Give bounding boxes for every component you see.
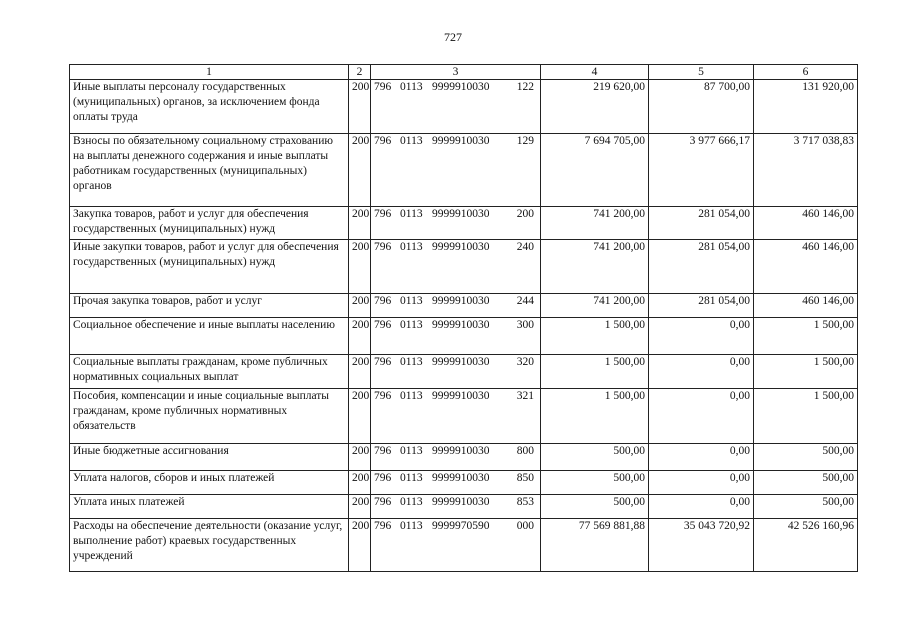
row-code: 200 bbox=[349, 355, 371, 389]
row-code: 200 bbox=[349, 318, 371, 355]
row-name: Социальное обеспечение и иные выплаты населению bbox=[70, 318, 349, 355]
classification-type: 129 bbox=[516, 135, 534, 147]
row-name: Иные бюджетные ассигнования bbox=[70, 444, 349, 471]
row-classification bbox=[371, 294, 541, 318]
header-row bbox=[70, 65, 858, 80]
row-name: Закупка товаров, работ и услуг для обеспечения государственных (муниципальных) нужд bbox=[70, 207, 349, 240]
row-col5: 87 700,00 bbox=[649, 80, 754, 134]
row-name: Уплата налогов, сборов и иных платежей bbox=[70, 471, 349, 495]
table-row bbox=[70, 240, 858, 294]
col-header-1: 1 bbox=[70, 65, 349, 80]
budget-table bbox=[69, 64, 858, 572]
classification-section: 0113 bbox=[400, 295, 423, 307]
row-col5: 281 054,00 bbox=[649, 294, 754, 318]
row-classification bbox=[371, 318, 541, 355]
row-classification bbox=[371, 134, 541, 207]
row-name: Социальные выплаты гражданам, кроме публичных нормативных социальных выплат bbox=[70, 355, 349, 389]
classification-type: 320 bbox=[516, 356, 534, 368]
table-row bbox=[70, 355, 858, 389]
row-col5: 3 977 666,17 bbox=[649, 134, 754, 207]
row-code: 200 bbox=[349, 444, 371, 471]
row-col4: 7 694 705,00 bbox=[541, 134, 649, 207]
row-code: 200 bbox=[349, 240, 371, 294]
row-col4: 219 620,00 bbox=[541, 80, 649, 134]
row-col5: 0,00 bbox=[649, 318, 754, 355]
row-col6: 42 526 160,96 bbox=[754, 519, 858, 572]
row-col4: 741 200,00 bbox=[541, 207, 649, 240]
table-row bbox=[70, 519, 858, 572]
classification-type: 240 bbox=[516, 241, 534, 253]
row-classification bbox=[371, 519, 541, 572]
row-code: 200 bbox=[349, 134, 371, 207]
table-row bbox=[70, 471, 858, 495]
row-col4: 1 500,00 bbox=[541, 355, 649, 389]
col-header-6: 6 bbox=[754, 65, 858, 80]
row-col6: 460 146,00 bbox=[754, 207, 858, 240]
table-row bbox=[70, 294, 858, 318]
row-col6: 460 146,00 bbox=[754, 294, 858, 318]
row-col5: 0,00 bbox=[649, 495, 754, 519]
row-col4: 500,00 bbox=[541, 444, 649, 471]
classification-ministry: 796 bbox=[374, 81, 392, 93]
table-row bbox=[70, 495, 858, 519]
row-name: Взносы по обязательному социальному страхованию на выплаты денежного содержания и иные выплаты работникам государственных (муниципальных) органов bbox=[70, 134, 349, 207]
classification-section: 0113 bbox=[400, 390, 423, 402]
row-name: Расходы на обеспечение деятельности (оказание услуг, выполнение работ) краевых государственных учреждений bbox=[70, 519, 349, 572]
classification-type: 000 bbox=[516, 520, 534, 532]
page-number: 727 bbox=[444, 30, 462, 44]
table-row bbox=[70, 444, 858, 471]
row-col4: 77 569 881,88 bbox=[541, 519, 649, 572]
classification-ministry: 796 bbox=[374, 295, 392, 307]
row-code: 200 bbox=[349, 294, 371, 318]
classification-ministry: 796 bbox=[374, 241, 392, 253]
table-row bbox=[70, 134, 858, 207]
classification-section: 0113 bbox=[400, 472, 423, 484]
row-code: 200 bbox=[349, 495, 371, 519]
classification-type: 244 bbox=[516, 295, 534, 307]
row-col6: 131 920,00 bbox=[754, 80, 858, 134]
row-col5: 0,00 bbox=[649, 471, 754, 495]
row-col4: 1 500,00 bbox=[541, 318, 649, 355]
row-code: 200 bbox=[349, 519, 371, 572]
row-classification bbox=[371, 207, 541, 240]
classification-section: 0113 bbox=[400, 356, 423, 368]
classification-target: 9999910030 bbox=[432, 81, 490, 93]
classification-ministry: 796 bbox=[374, 520, 392, 532]
classification-section: 0113 bbox=[400, 81, 423, 93]
classification-ministry: 796 bbox=[374, 356, 392, 368]
classification-target: 9999910030 bbox=[432, 208, 490, 220]
table-row bbox=[70, 80, 858, 134]
row-col5: 0,00 bbox=[649, 444, 754, 471]
row-col5: 281 054,00 bbox=[649, 207, 754, 240]
row-col6: 460 146,00 bbox=[754, 240, 858, 294]
col-header-2: 2 bbox=[349, 65, 371, 80]
classification-section: 0113 bbox=[400, 135, 423, 147]
row-classification bbox=[371, 471, 541, 495]
classification-target: 9999910030 bbox=[432, 496, 490, 508]
row-classification bbox=[371, 389, 541, 444]
row-col4: 500,00 bbox=[541, 495, 649, 519]
row-col5: 281 054,00 bbox=[649, 240, 754, 294]
row-name: Пособия, компенсации и иные социальные выплаты гражданам, кроме публичных нормативных обязательств bbox=[70, 389, 349, 444]
classification-type: 800 bbox=[516, 445, 534, 457]
table-row bbox=[70, 389, 858, 444]
row-col6: 500,00 bbox=[754, 471, 858, 495]
row-classification bbox=[371, 444, 541, 471]
classification-section: 0113 bbox=[400, 520, 423, 532]
classification-ministry: 796 bbox=[374, 135, 392, 147]
classification-type: 853 bbox=[516, 496, 534, 508]
classification-type: 122 bbox=[516, 81, 534, 93]
row-col4: 500,00 bbox=[541, 471, 649, 495]
classification-ministry: 796 bbox=[374, 472, 392, 484]
row-col6: 3 717 038,83 bbox=[754, 134, 858, 207]
row-classification bbox=[371, 495, 541, 519]
classification-type: 200 bbox=[516, 208, 534, 220]
classification-section: 0113 bbox=[400, 496, 423, 508]
row-col5: 35 043 720,92 bbox=[649, 519, 754, 572]
row-classification bbox=[371, 355, 541, 389]
row-col6: 1 500,00 bbox=[754, 389, 858, 444]
row-name: Иные закупки товаров, работ и услуг для обеспечения государственных (муниципальных) нужд bbox=[70, 240, 349, 294]
classification-target: 9999910030 bbox=[432, 241, 490, 253]
classification-target: 9999910030 bbox=[432, 356, 490, 368]
classification-ministry: 796 bbox=[374, 208, 392, 220]
classification-type: 321 bbox=[516, 390, 534, 402]
row-col6: 500,00 bbox=[754, 495, 858, 519]
classification-ministry: 796 bbox=[374, 496, 392, 508]
table-row bbox=[70, 318, 858, 355]
classification-section: 0113 bbox=[400, 319, 423, 331]
row-code: 200 bbox=[349, 389, 371, 444]
classification-section: 0113 bbox=[400, 445, 423, 457]
classification-target: 9999910030 bbox=[432, 472, 490, 484]
col-header-5: 5 bbox=[649, 65, 754, 80]
classification-target: 9999910030 bbox=[432, 295, 490, 307]
row-col6: 1 500,00 bbox=[754, 355, 858, 389]
row-col5: 0,00 bbox=[649, 355, 754, 389]
row-name: Уплата иных платежей bbox=[70, 495, 349, 519]
row-col6: 500,00 bbox=[754, 444, 858, 471]
row-col4: 741 200,00 bbox=[541, 294, 649, 318]
col-header-4: 4 bbox=[541, 65, 649, 80]
classification-target: 9999910030 bbox=[432, 135, 490, 147]
row-col4: 1 500,00 bbox=[541, 389, 649, 444]
classification-target: 9999910030 bbox=[432, 445, 490, 457]
classification-target: 9999910030 bbox=[432, 319, 490, 331]
classification-target: 9999910030 bbox=[432, 390, 490, 402]
row-code: 200 bbox=[349, 80, 371, 134]
classification-target: 9999970590 bbox=[432, 520, 490, 532]
row-code: 200 bbox=[349, 471, 371, 495]
row-col6: 1 500,00 bbox=[754, 318, 858, 355]
classification-type: 300 bbox=[516, 319, 534, 331]
row-code: 200 bbox=[349, 207, 371, 240]
classification-section: 0113 bbox=[400, 208, 423, 220]
row-classification bbox=[371, 80, 541, 134]
classification-section: 0113 bbox=[400, 241, 423, 253]
classification-ministry: 796 bbox=[374, 319, 392, 331]
col-header-3: 3 bbox=[371, 65, 541, 80]
row-name: Иные выплаты персоналу государственных (муниципальных) органов, за исключением фонда оплаты труда bbox=[70, 80, 349, 134]
classification-ministry: 796 bbox=[374, 390, 392, 402]
table-row bbox=[70, 207, 858, 240]
row-col5: 0,00 bbox=[649, 389, 754, 444]
row-name: Прочая закупка товаров, работ и услуг bbox=[70, 294, 349, 318]
row-classification bbox=[371, 240, 541, 294]
classification-ministry: 796 bbox=[374, 445, 392, 457]
classification-type: 850 bbox=[516, 472, 534, 484]
row-col4: 741 200,00 bbox=[541, 240, 649, 294]
